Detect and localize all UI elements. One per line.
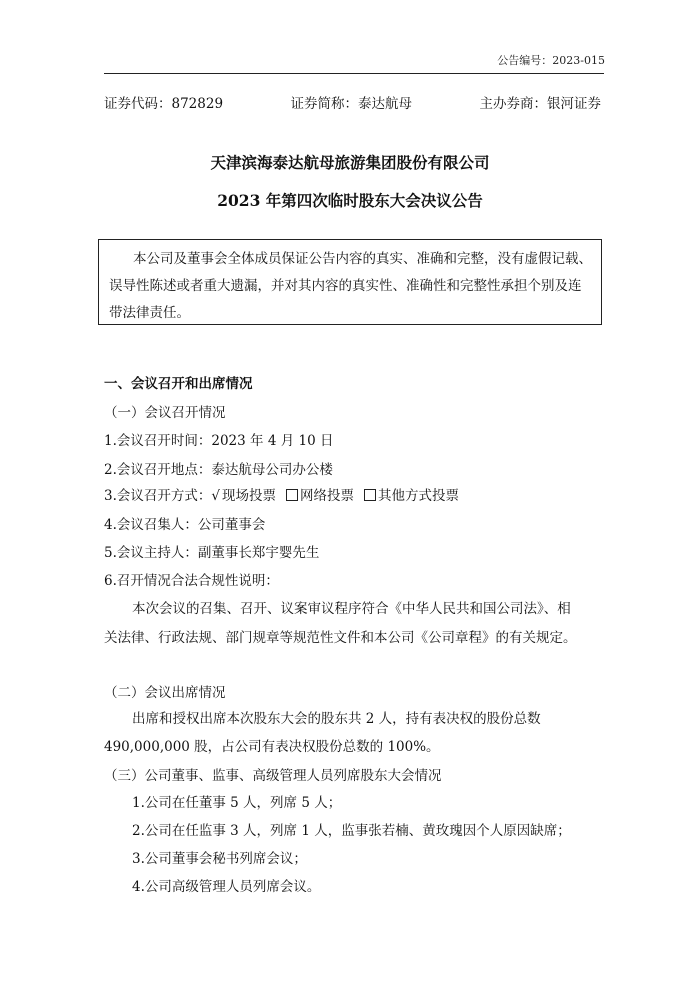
sponsor-broker: 主办券商：银河证券: [479, 96, 601, 112]
header-rule: [104, 73, 604, 74]
disclaimer-line: 本公司及董事会全体成员保证公告内容的真实、准确和完整，没有虚假记载、: [133, 251, 592, 267]
meeting-time: 1.会议召开时间：2023 年 4 月 10 日: [104, 433, 334, 449]
announcement-number: 公告编号：2023-015: [497, 54, 605, 67]
subsection-heading: （三）公司董事、监事、高级管理人员列席股东大会情况: [104, 768, 442, 784]
option-onsite-label: 现场投票: [222, 488, 276, 504]
attendee-item: 1.公司在任董事 5 人，列席 5 人；: [132, 795, 342, 811]
company-title: 天津滨海泰达航母旅游集团股份有限公司: [210, 153, 490, 172]
meeting-location: 2.会议召开地点：泰达航母公司办公楼: [104, 462, 333, 478]
compliance-heading: 6.召开情况合法合规性说明：: [104, 573, 279, 589]
section-heading: 一、会议召开和出席情况: [104, 376, 253, 392]
check-mark-icon: √: [211, 488, 220, 504]
security-info-row: [104, 92, 601, 112]
option-other-label: 其他方式投票: [378, 488, 459, 504]
attendee-item: 2.公司在任监事 3 人，列席 1 人，监事张若楠、黄玫瑰因个人原因缺席；: [132, 823, 571, 839]
security-code: 证券代码：872829: [104, 96, 224, 112]
meeting-convener: 4.会议召集人：公司董事会: [104, 517, 266, 533]
meeting-method: [104, 484, 459, 504]
meeting-host: 5.会议主持人：副董事长郑宇婴先生: [104, 545, 320, 561]
option-online-label: 网络投票: [300, 488, 354, 504]
security-abbreviation: 证券简称：泰达航母: [290, 96, 413, 112]
empty-checkbox-icon: [364, 489, 376, 501]
compliance-line: 关法律、行政法规、部门规章等规范性文件和本公司《公司章程》的有关规定。: [104, 630, 577, 646]
disclaimer-line: 误导性陈述或者重大遗漏，并对其内容的真实性、准确性和完整性承担个别及连: [109, 278, 582, 294]
compliance-line: 本次会议的召集、召开、议案审议程序符合《中华人民共和国公司法》、相: [132, 601, 571, 617]
attendee-item: 4.公司高级管理人员列席会议。: [132, 879, 321, 895]
attendee-item: 3.公司董事会秘书列席会议；: [132, 851, 307, 867]
announcement-title: 2023 年第四次临时股东大会决议公告: [217, 191, 483, 210]
meeting-method-label: 3.会议召开方式：: [104, 488, 212, 504]
empty-checkbox-icon: [286, 489, 298, 501]
attendance-line: 出席和授权出席本次股东大会的股东共 2 人，持有表决权的股份总数: [132, 711, 541, 727]
disclaimer-line: 带法律责任。: [109, 305, 190, 321]
disclaimer-box: [98, 239, 602, 325]
attendance-line: 490,000,000 股，占公司有表决权股份总数的 100%。: [104, 739, 440, 755]
subsection-heading: （二）会议出席情况: [104, 685, 226, 701]
subsection-heading: （一）会议召开情况: [104, 405, 226, 421]
